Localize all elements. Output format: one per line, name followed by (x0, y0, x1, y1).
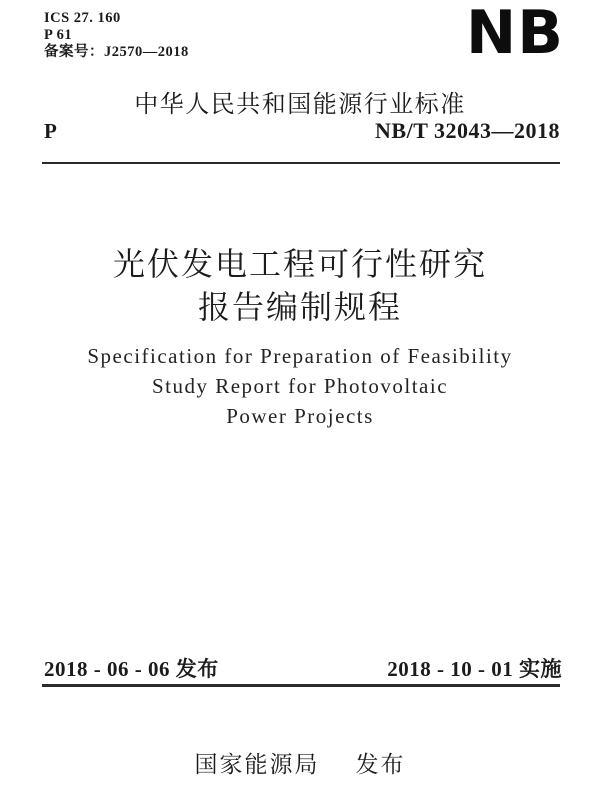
footer-rule (42, 684, 560, 687)
publish-word: 发布 (355, 751, 406, 777)
class-code: P 61 (44, 27, 73, 43)
title-en-line3: Power Projects (226, 404, 374, 428)
document-title-cn (0, 243, 600, 329)
publisher-line (0, 746, 600, 779)
nb-logo: NB (466, 0, 564, 68)
standard-type-heading: 中华人民共和国能源行业标准 (134, 91, 466, 118)
title-cn-line2: 报告编制规程 (197, 289, 402, 325)
ics-code: ICS 27. 160 (44, 10, 121, 26)
dates-row (44, 653, 562, 683)
publisher-name: 国家能源局 (194, 751, 320, 777)
title-en-line1: Specification for Preparation of Feasibility (87, 344, 513, 368)
header-rule (42, 162, 560, 164)
standard-number: NB/T 32043—2018 (375, 118, 560, 143)
title-cn-line1: 光伏发电工程可行性研究 (112, 246, 487, 282)
issue-date: 2018 - 06 - 06 发布 (44, 657, 219, 681)
document-title-en (0, 341, 600, 431)
record-number: 备案号：J2570—2018 (44, 44, 189, 60)
title-en-line2: Study Report for Photovoltaic (151, 374, 449, 398)
classification-block (44, 10, 189, 61)
implementation-date: 2018 - 10 - 01 实施 (387, 657, 562, 681)
class-letter: P (44, 119, 57, 143)
standard-number-row (44, 118, 560, 144)
